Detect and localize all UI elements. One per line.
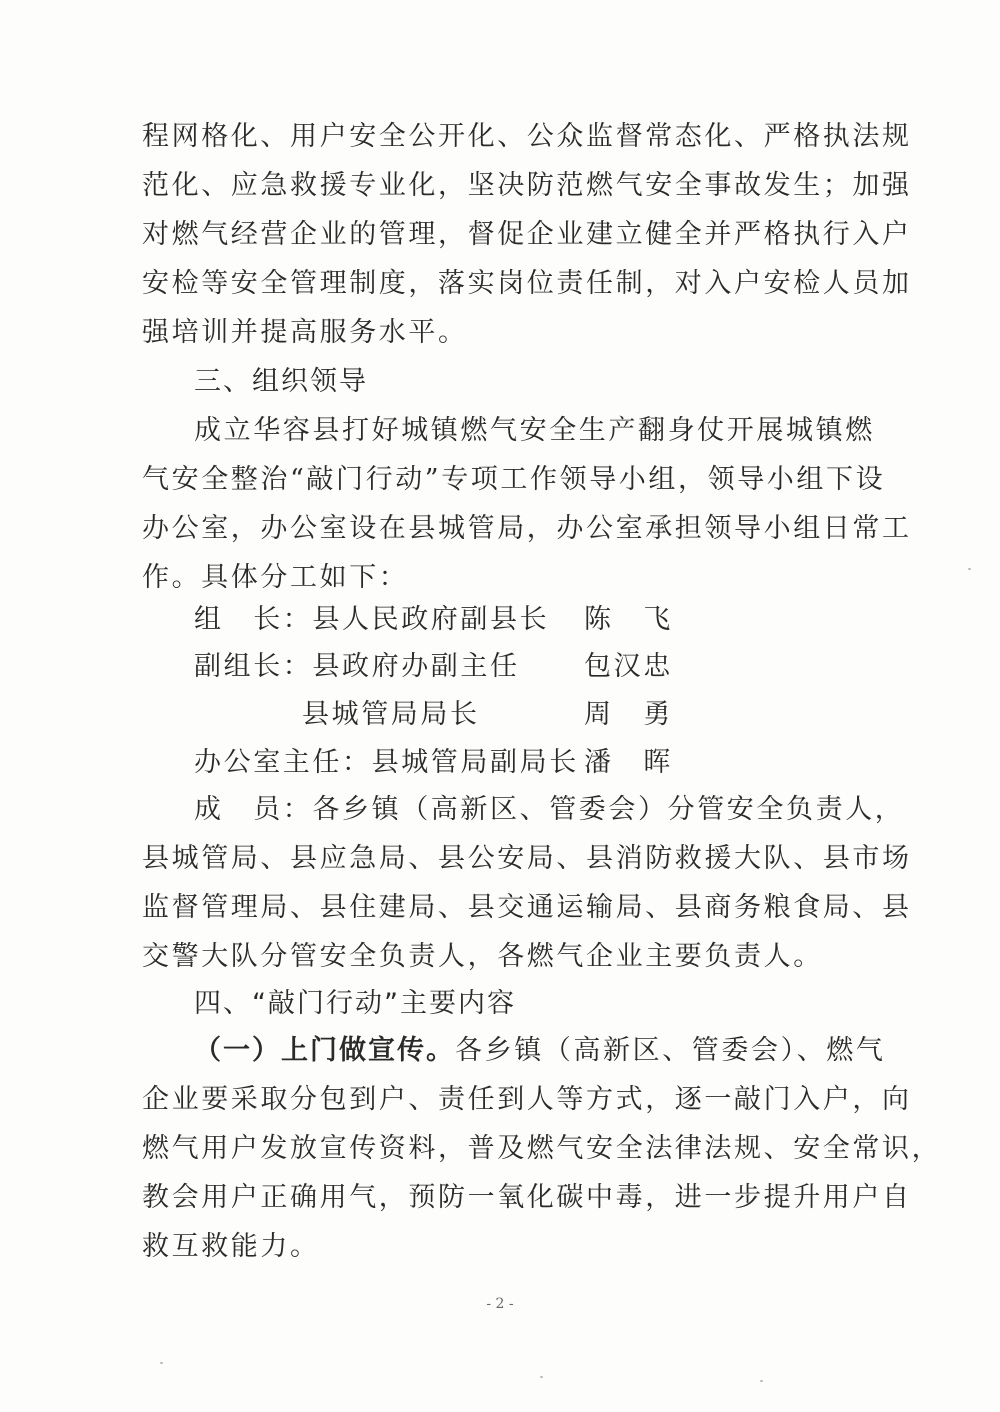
paragraph-line: 办公室，办公室设在县城管局，办公室承担领导小组日常工 [142,513,912,544]
section-heading-main-content: 四、“敲门行动”主要内容 [194,988,516,1019]
subsection-title: （一）上门做宣传。 [194,1035,455,1066]
paragraph-line: 燃气用户发放宣传资料，普及燃气安全法律法规、安全常识， [142,1133,942,1164]
section-heading-organization: 三、组织领导 [194,366,368,397]
scan-speck [540,1376,543,1378]
scan-speck [160,1362,163,1364]
subsection-line [194,1027,886,1075]
paragraph-line: 企业要采取分包到户、责任到人等方式，逐一敲门入户，向 [142,1084,912,1115]
paragraph-line: 安检等安全管理制度，落实岗位责任制，对入户安检人员加 [142,268,912,299]
member-name-deputy-2: 周 勇 [584,699,673,730]
paragraph-line: 交警大队分管安全负责人，各燃气企业主要负责人。 [142,941,823,972]
paragraph-line: 强培训并提高服务水平。 [142,317,468,348]
member-name-leader: 陈 飞 [584,604,673,635]
paragraph-line: 程网格化、用户安全公开化、公众监督常态化、严格执法规 [142,121,912,152]
member-role-leader: 组 长：县人民政府副县长 [194,604,550,635]
paragraph-line: 救互救能力。 [142,1231,320,1262]
member-role-office-director: 办公室主任：县城管局副局长 [194,747,579,778]
member-name-office-director: 潘 晖 [584,747,673,778]
scan-speck [968,568,971,570]
paragraph-line: 教会用户正确用气，预防一氧化碳中毒，进一步提升用户自 [142,1182,912,1213]
subsection-text: 各乡镇（高新区、管委会）、燃气 [455,1035,886,1066]
paragraph-line: 成立华容县打好城镇燃气安全生产翻身仗开展城镇燃 [194,415,875,446]
paragraph-line: 对燃气经营企业的管理，督促企业建立健全并严格执行入户 [142,219,912,250]
member-role-deputy: 副组长：县政府办副主任 [194,651,520,682]
page-number: - 2 - [486,1296,514,1312]
paragraph-line: 气安全整治“敲门行动”专项工作领导小组，领导小组下设 [142,464,886,495]
paragraph-line: 县城管局、县应急局、县公安局、县消防救援大队、县市场 [142,843,912,874]
paragraph-line: 监督管理局、县住建局、县交通运输局、县商务粮食局、县 [142,892,912,923]
scan-speck [760,1380,763,1382]
member-name-deputy: 包汉忠 [584,651,673,682]
paragraph-line: 成 员：各乡镇（高新区、管委会）分管安全负责人， [194,794,905,825]
member-role-deputy-2: 县城管局局长 [302,699,480,730]
paragraph-line: 作。具体分工如下： [142,562,409,593]
paragraph-line: 范化、应急救援专业化，坚决防范燃气安全事故发生；加强 [142,170,912,201]
